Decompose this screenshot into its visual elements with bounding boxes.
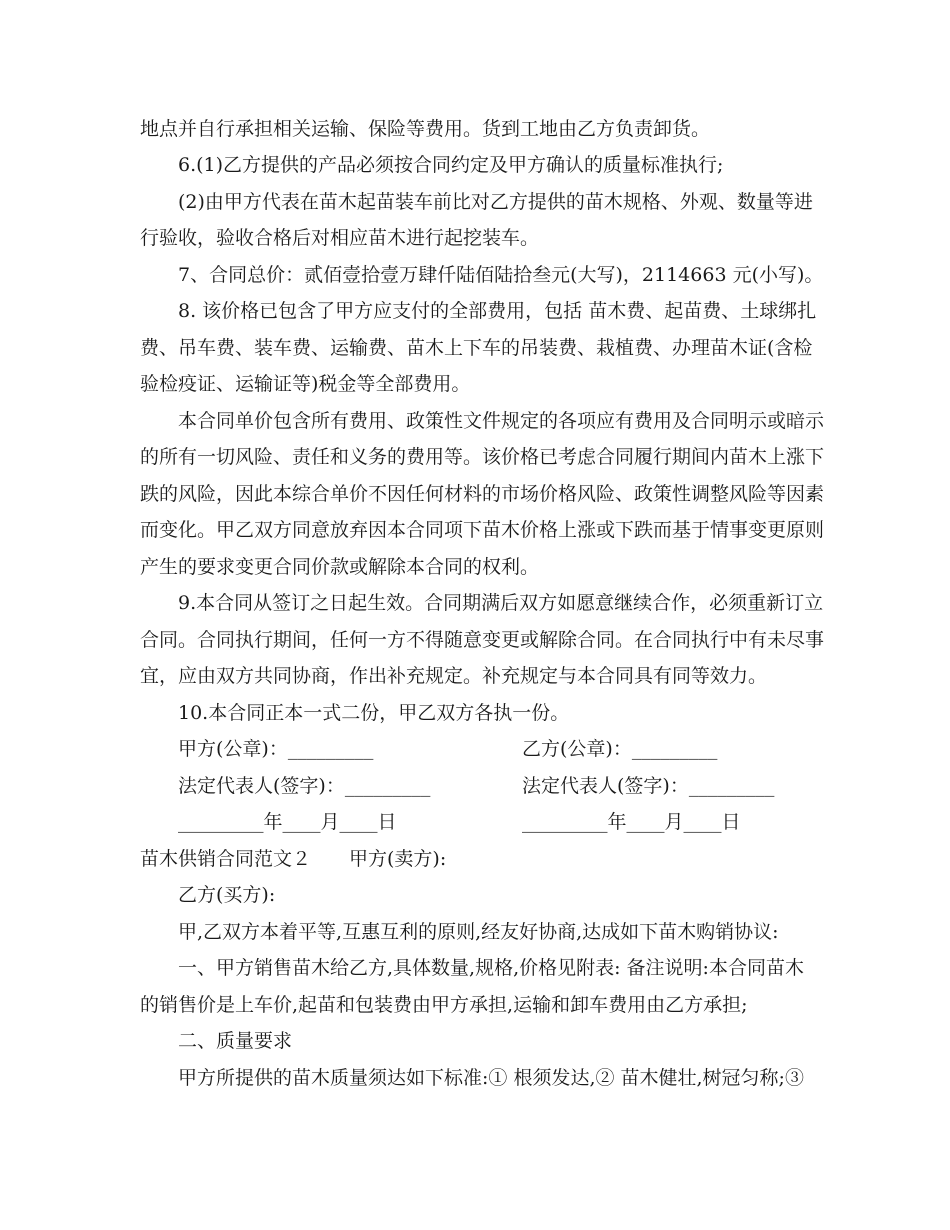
- paragraph-line: 甲,乙双方本着平等,互惠互利的原则,经友好协商,达成如下苗木购销协议:: [178, 921, 779, 943]
- paragraph-line: 乙方(买方):: [178, 884, 276, 906]
- paragraph-line: 验检疫证、运输证等)税金等全部费用。: [140, 373, 471, 395]
- section-heading: 二、质量要求: [178, 1030, 293, 1052]
- paragraph-line: 地点并自行承担相关运输、保险等费用。货到工地由乙方负责卸货。: [140, 118, 711, 140]
- party-b-seal-field: 乙方(公章)：_________: [522, 738, 718, 760]
- paragraph-line: 6.(1)乙方提供的产品必须按合同约定及甲方确认的质量标准执行;: [178, 154, 724, 176]
- paragraph-line: 费、吊车费、装车费、运输费、苗木上下车的吊装费、栽植费、办理苗木证(含检: [140, 337, 813, 359]
- sample-heading: 苗木供销合同范文２ 甲方(卖方):: [140, 848, 447, 870]
- paragraph-line: 宜，应由双方共同协商，作出补充规定。补充规定与本合同具有同等效力。: [140, 665, 768, 687]
- party-b-representative-field: 法定代表人(签字)：_________: [522, 775, 775, 797]
- paragraph-line: 甲方所提供的苗木质量须达如下标准:① 根须发达,② 苗木健壮,树冠匀称;③: [178, 1067, 804, 1089]
- paragraph-line: 本合同单价包含所有费用、政策性文件规定的各项应有费用及合同明示或暗示: [178, 410, 825, 432]
- paragraph-line: 跌的风险，因此本综合单价不因任何材料的市场价格风险、政策性调整风险等因素: [140, 483, 825, 505]
- party-a-representative-field: 法定代表人(签字)：_________: [178, 775, 431, 797]
- paragraph-line: 一、甲方销售苗木给乙方,具体数量,规格,价格见附表: 备注说明:本合同苗木: [178, 957, 804, 979]
- paragraph-line: 产生的要求变更合同价款或解除本合同的权利。: [140, 556, 540, 578]
- party-a-seal-field: 甲方(公章)：_________: [178, 738, 374, 760]
- paragraph-line: 7、合同总价：贰佰壹拾壹万肆仟陆佰陆拾叁元(大写)，2114663 元(小写)。: [178, 264, 824, 286]
- paragraph-line: 8. 该价格已包含了甲方应支付的全部费用，包括 苗木费、起苗费、土球绑扎: [178, 300, 817, 322]
- paragraph-line: 9.本合同从签订之日起生效。合同期满后双方如愿意继续合作，必须重新订立: [178, 592, 824, 614]
- paragraph-line: 合同。合同执行期间，任何一方不得随意变更或解除合同。在合同执行中有未尽事: [140, 629, 825, 651]
- paragraph-line: (2)由甲方代表在苗木起苗装车前比对乙方提供的苗木规格、外观、数量等进: [178, 191, 813, 213]
- paragraph-line: 而变化。甲乙双方同意放弃因本合同项下苗木价格上涨或下跌而基于情事变更原则: [140, 519, 825, 541]
- paragraph-line: 行验收，验收合格后对相应苗木进行起挖装车。: [140, 227, 540, 249]
- party-b-date-field: _________年____月____日: [522, 811, 741, 833]
- paragraph-line: 的所有一切风险、责任和义务的费用等。该价格已考虑合同履行期间内苗木上涨下: [140, 446, 825, 468]
- paragraph-line: 10.本合同正本一式二份，甲乙双方各执一份。: [178, 702, 570, 724]
- party-a-date-field: _________年____月____日: [178, 811, 397, 833]
- paragraph-line: 的销售价是上车价,起苗和包装费由甲方承担,运输和卸车费用由乙方承担;: [140, 994, 748, 1016]
